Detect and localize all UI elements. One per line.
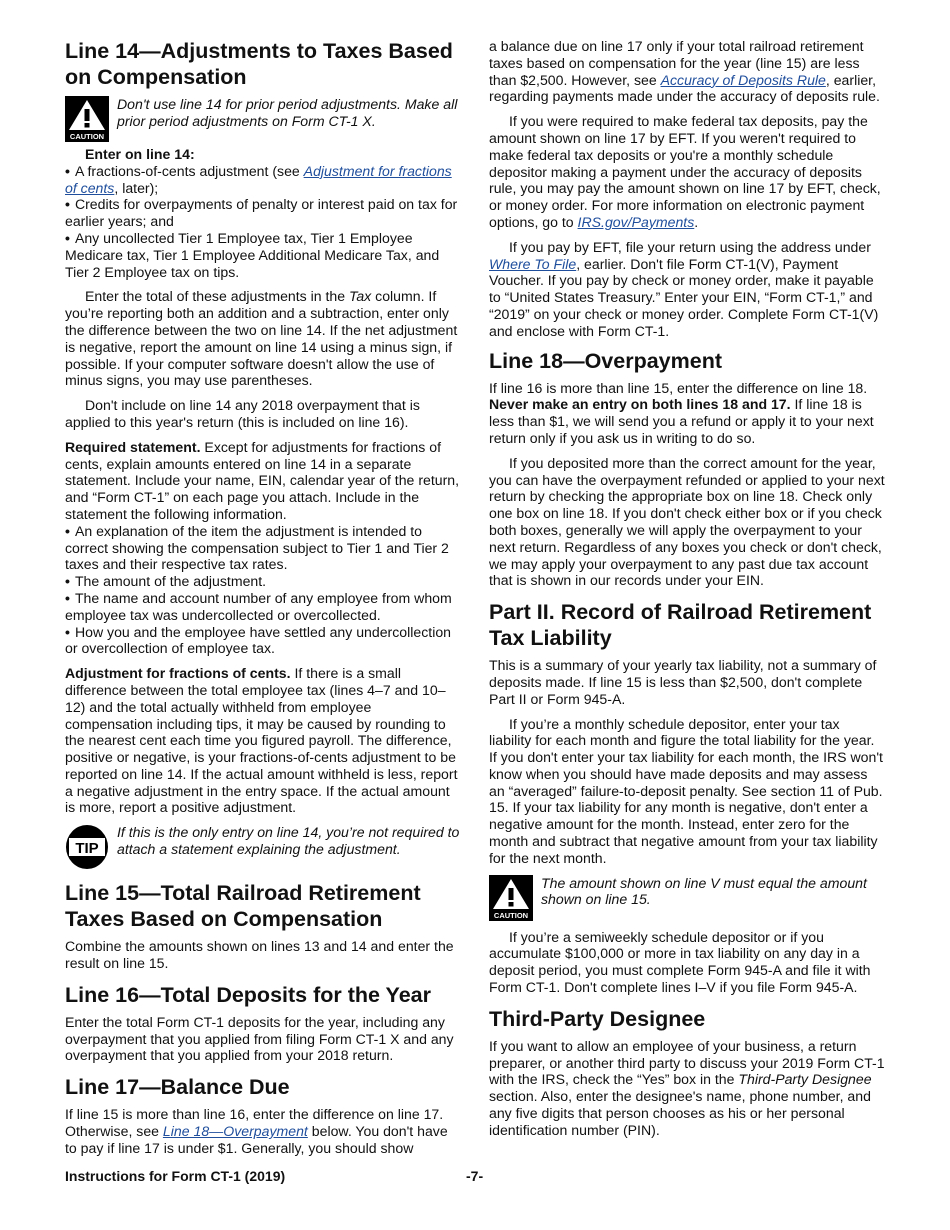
line18-heading: Line 18—Overpayment [489,348,723,373]
paragraph: This is a summary of your yearly tax liability, not a summary of deposits made. If line 15 is less than $2,500, don't complete Part II or Form 945-A. [489,657,877,707]
page-number: -7- [466,1168,484,1184]
link-irs-payments[interactable]: IRS.gov/Payments [577,213,695,230]
paragraph: If you deposited more than the correct amount for the year, you can have the overpayment refunded or applied to your next return by checking the appropriate box on line 18. Check only one box on line 18. If you don't check either box or if you check both boxes, generally we will apply the overpayment to your next return. Regardless of any boxes you check or don't check, we may apply your overpayment to any past due tax account that is shown in our records under your EIN. [489,454,885,589]
part2-heading: Part II. Record of Railroad Retirement Tax Liability [489,600,872,651]
paragraph: Combine the amounts shown on lines 13 and 14 and enter the result on line 15. [65,938,454,972]
svg-text:CAUTION: CAUTION [69,132,105,141]
right-column [489,38,885,1139]
paragraph: If you pay by EFT, file your return using the address under Where To File, earlier. Don't file Form CT-1(V), Payment Voucher. If you pay by check or money order, make it payable to “United States Treasury.” Enter your EIN, “Form CT-1,” and “2019” on your check or money order. Complete Form CT-1(V) and enclose with Form CT-1. [489,238,879,339]
link-line18-overpayment[interactable]: Line 18—Overpayment [162,1123,308,1140]
paragraph: Enter the total of these adjustments in the Tax column. If you’re reporting both an addition and a subtraction, enter only the difference between the two on line 14. If the net adjustment is negative, report the amount on line 14 using a minus sign, if possible. If your computer software doesn't allow the use of minus signs, you may use parentheses. [65,288,458,389]
required-statement: Required statement. Except for adjustments for fractions of cents, explain amounts entered on line 14 in a separate statement. Include your name, EIN, calendar year of the return, and “Form CT-1” on each page you attach. Include in the statement the following information. [65,438,460,522]
tip-note [65,824,461,870]
link-where-to-file[interactable]: Where To File [489,255,577,272]
footer-form-title: Instructions for Form CT-1 (2019) [65,1168,286,1184]
paragraph: If line 16 is more than line 15, enter the difference on line 18. Never make an entry on both lines 18 and 17. If line 18 is less than $1, we will send you a refund or apply it to your next return only if you ask us in writing to do so. [489,379,874,446]
caution-note-2 [489,875,885,921]
line17-heading: Line 17—Balance Due [65,1075,290,1100]
caution-text: Don't use line 14 for prior period adjustments. Make all prior period adjustments on Form CT-1 X. [117,96,458,129]
list-item: • How you and the employee have settled any undercollection or overcollection of employee tax. [65,623,452,657]
paragraph: If line 15 is more than line 16, enter the difference on line 17. Otherwise, see Line 18—Overpayment below. You don't have to pay if line 17 is under $1. Generally, you should show [65,1106,448,1156]
paragraph: Enter the total Form CT-1 deposits for the year, including any overpayment that you applied from filing Form CT-1 X and any overpayment that you applied from your 2018 return. [65,1013,454,1064]
list-item: • The name and account number of any employee from whom employee tax was undercollected or overcollected. [65,589,452,623]
paragraph: If you want to allow an employee of your business, a return preparer, or another third party to discuss your 2019 Form CT-1 with the IRS, check the “Yes” box in the Third-Party Designee section. Also, enter the designee's name, phone number, and any five digits that person chooses as his or her personal identification number (PIN). [489,1037,885,1138]
list-item: • A fractions-of-cents adjustment (see Adjustment for fractions of cents, later); [65,162,452,196]
list-item: • Any uncollected Tier 1 Employee tax, Tier 1 Employee Medicare tax, Tier 1 Employee Additional Medicare Tax, and Tier 2 Employee tax on tips. [65,229,440,280]
list-item: • Credits for overpayments of penalty or interest paid on tax for earlier years; and [65,196,458,230]
svg-text:TIP: TIP [75,840,99,858]
svg-text:CAUTION: CAUTION [493,910,529,920]
caution-icon [489,875,533,921]
adjustment-fractions: Adjustment for fractions of cents. If there is a small difference between the total employee tax (lines 4–7 and 10–12) and the total actually withheld from employee compensation including tips, it may be caused by rounding to the nearest cent each time you figured payroll. The difference, positive or negative, is your fractions-of-cents adjustment to be reported on line 14. If the actual amount withheld is less, report a negative adjustment in the entry space. If the actual amount is more, report a positive adjustment. [65,665,458,816]
caution-icon [65,96,109,142]
paragraph: Don't include on line 14 any 2018 overpayment that is applied to this year's return (this is included on line 16). [65,397,420,430]
paragraph: If you’re a semiweekly schedule depositor or if you accumulate $100,000 or more in tax liability on any day in a deposit period, you must complete Form 945-A and file it with Form CT-1. Don't complete lines I–V if you file Form 945-A. [489,928,871,996]
link-adjustment-fractions[interactable]: Adjustment for fractions of cents [65,162,452,196]
caution-note-1 [65,96,461,142]
enter-on-line14: Enter on line 14: [85,146,195,162]
caution-text: The amount shown on line V must equal the amount shown on line 15. [541,874,867,908]
line16-heading: Line 16—Total Deposits for the Year [65,982,431,1007]
line15-heading: Line 15—Total Railroad Retirement Taxes Based on Compensation [65,881,421,932]
link-accuracy-deposits[interactable]: Accuracy of Deposits Rule [660,71,826,88]
line14-heading: Line 14—Adjustments to Taxes Based on Compensation [65,39,453,89]
paragraph: If you were required to make federal tax deposits, pay the amount shown on line 17 by EFT. If you weren't required to make federal tax deposits or you're a monthly schedule depositor making a payment under the accuracy of deposits rule, you may pay the amount shown on line 17 by EFT, check, or money order. For more information on electronic payment options, go to IRS.gov/Payments. [489,113,881,230]
list-item: • An explanation of the item the adjustment is intended to correct showing the compensation subject to Tier 1 and Tier 2 taxes and their respective tax rates. [65,522,449,573]
paragraph: If you’re a monthly schedule depositor, enter your tax liability for each month and figure the total liability for the year. If you don't enter your tax liability for each month, the IRS won't know when you should have made deposits and may assess an “averaged” failure-to-deposit penalty. See section 11 of Pub. 15. If your tax liability for any month is negative, don't enter a negative amount for the month. Instead, enter zero for the month and subtract that negative amount from your tax liability for the next month. [489,715,883,866]
third-party-heading: Third-Party Designee [489,1006,706,1031]
left-column [65,38,461,1157]
tip-icon [65,824,109,870]
list-item: • The amount of the adjustment. [65,573,267,590]
tip-text: If this is the only entry on line 14, you’re not required to attach a statement explaining the adjustment. [117,824,460,858]
paragraph: a balance due on line 17 only if your total railroad retirement taxes based on compensation for the year (line 15) are less than $2,500. However, see Accuracy of Deposits Rule, earlier, regarding payments made under the accuracy of deposits rule. [489,38,880,105]
